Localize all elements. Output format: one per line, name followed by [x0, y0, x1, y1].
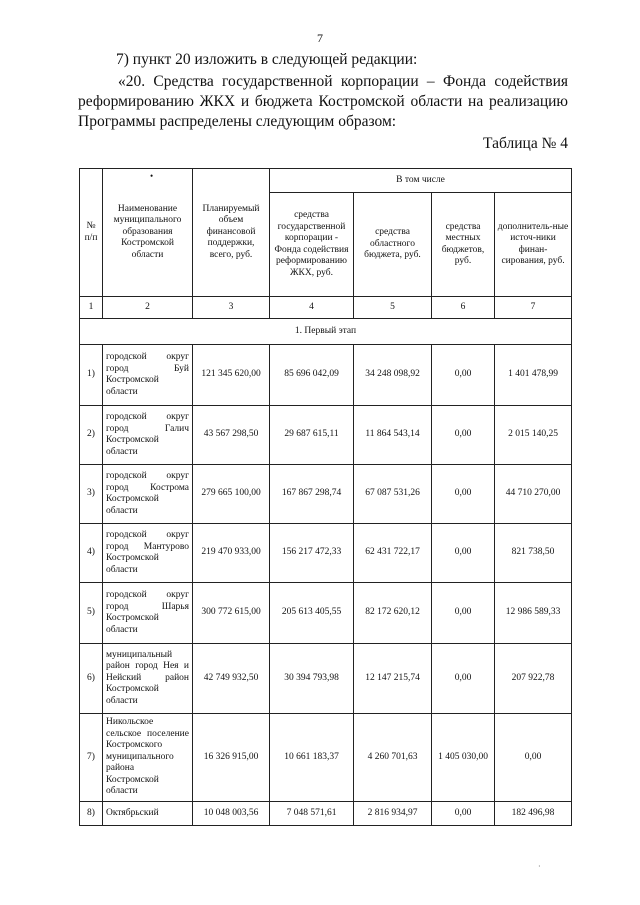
cell-municipality: муниципальный район город Нея и Нейский район Костромской области	[103, 644, 193, 714]
cell-fund: 10 661 183,37	[270, 714, 354, 802]
col-number: 1	[80, 297, 103, 319]
corner-mark: ·	[538, 862, 541, 871]
cell-num: 8)	[80, 802, 103, 826]
cell-local: 0,00	[432, 406, 495, 465]
column-number-row	[80, 297, 572, 319]
cell-fund: 167 867 298,74	[270, 465, 354, 524]
cell-regional: 12 147 215,74	[354, 644, 432, 714]
cell-planned: 42 749 932,50	[193, 644, 270, 714]
header-name: Наименование муниципального образования Костромской области	[103, 169, 193, 297]
cell-regional: 82 172 620,12	[354, 583, 432, 644]
cell-municipality: городской округ город Кострома Костромской области	[103, 465, 193, 524]
cell-num: 7)	[80, 714, 103, 802]
cell-planned: 16 326 915,00	[193, 714, 270, 802]
header-planned: Планируемый объем финансовой поддержки, всего, руб.	[193, 169, 270, 297]
cell-num: 5)	[80, 583, 103, 644]
table-row	[80, 583, 572, 644]
stage-row	[80, 319, 572, 345]
header-including: В том числе	[270, 169, 572, 193]
cell-fund: 205 613 405,55	[270, 583, 354, 644]
cell-fund: 30 394 793,98	[270, 644, 354, 714]
cell-planned: 300 772 615,00	[193, 583, 270, 644]
cell-planned: 279 665 100,00	[193, 465, 270, 524]
cell-fund: 156 217 472,33	[270, 524, 354, 583]
cell-regional: 34 248 098,92	[354, 345, 432, 406]
cell-num: 1)	[80, 345, 103, 406]
cell-num: 6)	[80, 644, 103, 714]
cell-other: 182 496,98	[495, 802, 572, 826]
table-row	[80, 524, 572, 583]
cell-fund: 29 687 615,11	[270, 406, 354, 465]
cell-planned: 43 567 298,50	[193, 406, 270, 465]
cell-local: 0,00	[432, 465, 495, 524]
cell-num: 4)	[80, 524, 103, 583]
cell-local: 0,00	[432, 802, 495, 826]
cell-other: 1 401 478,99	[495, 345, 572, 406]
table-row	[80, 465, 572, 524]
page-number: 7	[317, 31, 323, 45]
header-local: средства местных бюджетов, руб.	[432, 193, 495, 297]
table-row	[80, 345, 572, 406]
cell-local: 0,00	[432, 644, 495, 714]
cell-local: 0,00	[432, 524, 495, 583]
col-number: 6	[432, 297, 495, 319]
col-number: 3	[193, 297, 270, 319]
paragraph-item-7: 7) пункт 20 изложить в следующей редакции:	[116, 51, 418, 68]
cell-other: 0,00	[495, 714, 572, 802]
stage-title: 1. Первый этап	[80, 319, 572, 345]
funding-table	[79, 168, 572, 826]
header-row-top	[80, 169, 572, 193]
table-row	[80, 644, 572, 714]
cell-num: 2)	[80, 406, 103, 465]
cell-num: 3)	[80, 465, 103, 524]
cell-other: 821 738,50	[495, 524, 572, 583]
cell-local: 0,00	[432, 345, 495, 406]
header-num: № п/п	[80, 169, 103, 297]
cell-municipality: Октябрьский	[103, 802, 193, 826]
cell-municipality: городской округ город Галич Костромской области	[103, 406, 193, 465]
cell-fund: 85 696 042,09	[270, 345, 354, 406]
cell-municipality: городской округ город Буй Костромской области	[103, 345, 193, 406]
cell-other: 207 922,78	[495, 644, 572, 714]
cell-other: 44 710 270,00	[495, 465, 572, 524]
cell-planned: 10 048 003,56	[193, 802, 270, 826]
cell-municipality: городской округ город Мантурово Костромской области	[103, 524, 193, 583]
header-other: дополнитель-ные источ-ники финан-сирования, руб.	[495, 193, 572, 297]
cell-municipality: Никольское сельское поселение Костромского муниципального района Костромской области	[103, 714, 193, 802]
cell-regional: 11 864 543,14	[354, 406, 432, 465]
paragraph-point-20: «20. Средства государственной корпорации – Фонда содействия реформированию ЖКХ и бюджета Костромской области на реализацию Программы распределены следующим образом:	[78, 73, 568, 130]
cell-regional: 4 260 701,63	[354, 714, 432, 802]
col-number: 2	[103, 297, 193, 319]
table-row	[80, 714, 572, 802]
table-caption: Таблица № 4	[483, 135, 568, 152]
cell-regional: 2 816 934,97	[354, 802, 432, 826]
header-fund: средства государственной корпорации - Фонда содействия реформированию ЖКХ, руб.	[270, 193, 354, 297]
col-number: 4	[270, 297, 354, 319]
header-regional: средства областного бюджета, руб.	[354, 193, 432, 297]
cell-local: 0,00	[432, 583, 495, 644]
cell-planned: 219 470 933,00	[193, 524, 270, 583]
table-row	[80, 802, 572, 826]
cell-fund: 7 048 571,61	[270, 802, 354, 826]
cell-local: 1 405 030,00	[432, 714, 495, 802]
cell-planned: 121 345 620,00	[193, 345, 270, 406]
cell-municipality: городской округ город Шарья Костромской области	[103, 583, 193, 644]
cell-other: 12 986 589,33	[495, 583, 572, 644]
cell-regional: 67 087 531,26	[354, 465, 432, 524]
col-number: 5	[354, 297, 432, 319]
cell-regional: 62 431 722,17	[354, 524, 432, 583]
table-row	[80, 406, 572, 465]
asterisk-mark: •	[150, 171, 154, 181]
cell-other: 2 015 140,25	[495, 406, 572, 465]
col-number: 7	[495, 297, 572, 319]
